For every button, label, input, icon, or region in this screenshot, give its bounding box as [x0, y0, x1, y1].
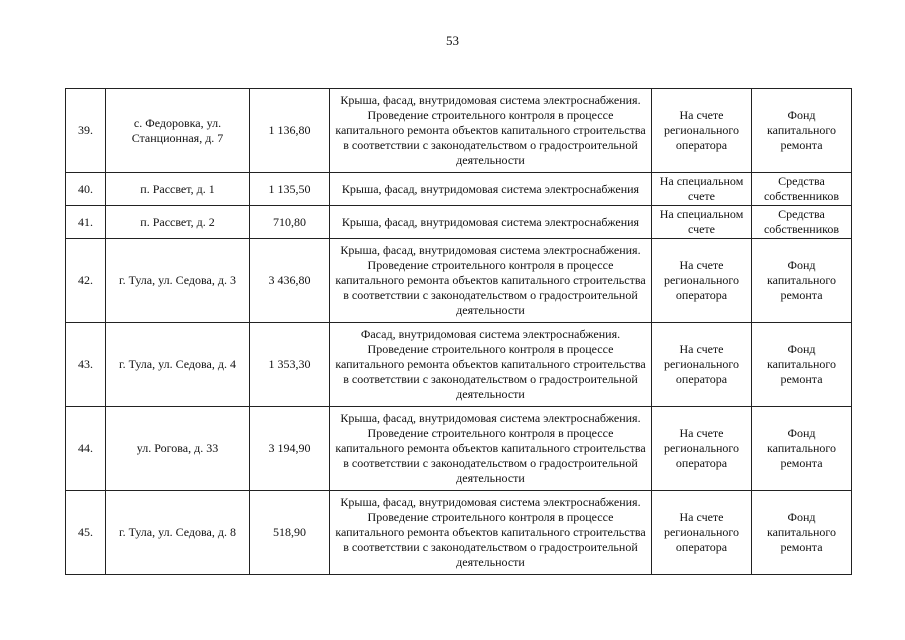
page-number: 53 [446, 33, 459, 48]
works-cell: Фасад, внутридомовая система электроснабжения. Проведение строительного контроля в процессе капитального ремонта объектов капитального строительства в соответствии с законодательством о градостроительной деятельности [330, 323, 652, 407]
table-row [66, 89, 852, 173]
address-cell: п. Рассвет, д. 2 [106, 206, 250, 239]
row-number-cell: 40. [66, 173, 106, 206]
row-number-cell: 41. [66, 206, 106, 239]
table-row [66, 173, 852, 206]
address-cell: п. Рассвет, д. 1 [106, 173, 250, 206]
address-cell: г. Тула, ул. Седова, д. 3 [106, 239, 250, 323]
account-type-cell: На специальном счете [652, 206, 752, 239]
area-cell: 1 135,50 [250, 173, 330, 206]
account-type-cell: На счете регионального оператора [652, 89, 752, 173]
row-number-cell: 42. [66, 239, 106, 323]
funding-source-cell: Средства собственников [752, 173, 852, 206]
address-cell: с. Федоровка, ул. Станционная, д. 7 [106, 89, 250, 173]
row-number-cell: 43. [66, 323, 106, 407]
address-cell: ул. Рогова, д. 33 [106, 407, 250, 491]
account-type-cell: На счете регионального оператора [652, 323, 752, 407]
funding-source-cell: Средства собственников [752, 206, 852, 239]
table-row [66, 206, 852, 239]
funding-source-cell: Фонд капитального ремонта [752, 491, 852, 575]
works-cell: Крыша, фасад, внутридомовая система электроснабжения [330, 173, 652, 206]
area-cell: 710,80 [250, 206, 330, 239]
table-row [66, 323, 852, 407]
area-cell: 1 353,30 [250, 323, 330, 407]
table-row [66, 407, 852, 491]
row-number-cell: 39. [66, 89, 106, 173]
account-type-cell: На счете регионального оператора [652, 239, 752, 323]
works-cell: Крыша, фасад, внутридомовая система электроснабжения [330, 206, 652, 239]
row-number-cell: 45. [66, 491, 106, 575]
repair-registry-table [65, 88, 852, 575]
address-cell: г. Тула, ул. Седова, д. 8 [106, 491, 250, 575]
account-type-cell: На счете регионального оператора [652, 407, 752, 491]
area-cell: 3 436,80 [250, 239, 330, 323]
works-cell: Крыша, фасад, внутридомовая система электроснабжения. Проведение строительного контроля в процессе капитального ремонта объектов капитального строительства в соответствии с законодательством о градостроительной деятельности [330, 239, 652, 323]
works-cell: Крыша, фасад, внутридомовая система электроснабжения. Проведение строительного контроля в процессе капитального ремонта объектов капитального строительства в соответствии с законодательством о градостроительной деятельности [330, 491, 652, 575]
area-cell: 1 136,80 [250, 89, 330, 173]
table-row [66, 239, 852, 323]
area-cell: 518,90 [250, 491, 330, 575]
account-type-cell: На специальном счете [652, 173, 752, 206]
row-number-cell: 44. [66, 407, 106, 491]
area-cell: 3 194,90 [250, 407, 330, 491]
funding-source-cell: Фонд капитального ремонта [752, 239, 852, 323]
table-row [66, 491, 852, 575]
funding-source-cell: Фонд капитального ремонта [752, 407, 852, 491]
works-cell: Крыша, фасад, внутридомовая система электроснабжения. Проведение строительного контроля в процессе капитального ремонта объектов капитального строительства в соответствии с законодательством о градостроительной деятельности [330, 89, 652, 173]
funding-source-cell: Фонд капитального ремонта [752, 323, 852, 407]
works-cell: Крыша, фасад, внутридомовая система электроснабжения. Проведение строительного контроля в процессе капитального ремонта объектов капитального строительства в соответствии с законодательством о градостроительной деятельности [330, 407, 652, 491]
funding-source-cell: Фонд капитального ремонта [752, 89, 852, 173]
account-type-cell: На счете регионального оператора [652, 491, 752, 575]
address-cell: г. Тула, ул. Седова, д. 4 [106, 323, 250, 407]
